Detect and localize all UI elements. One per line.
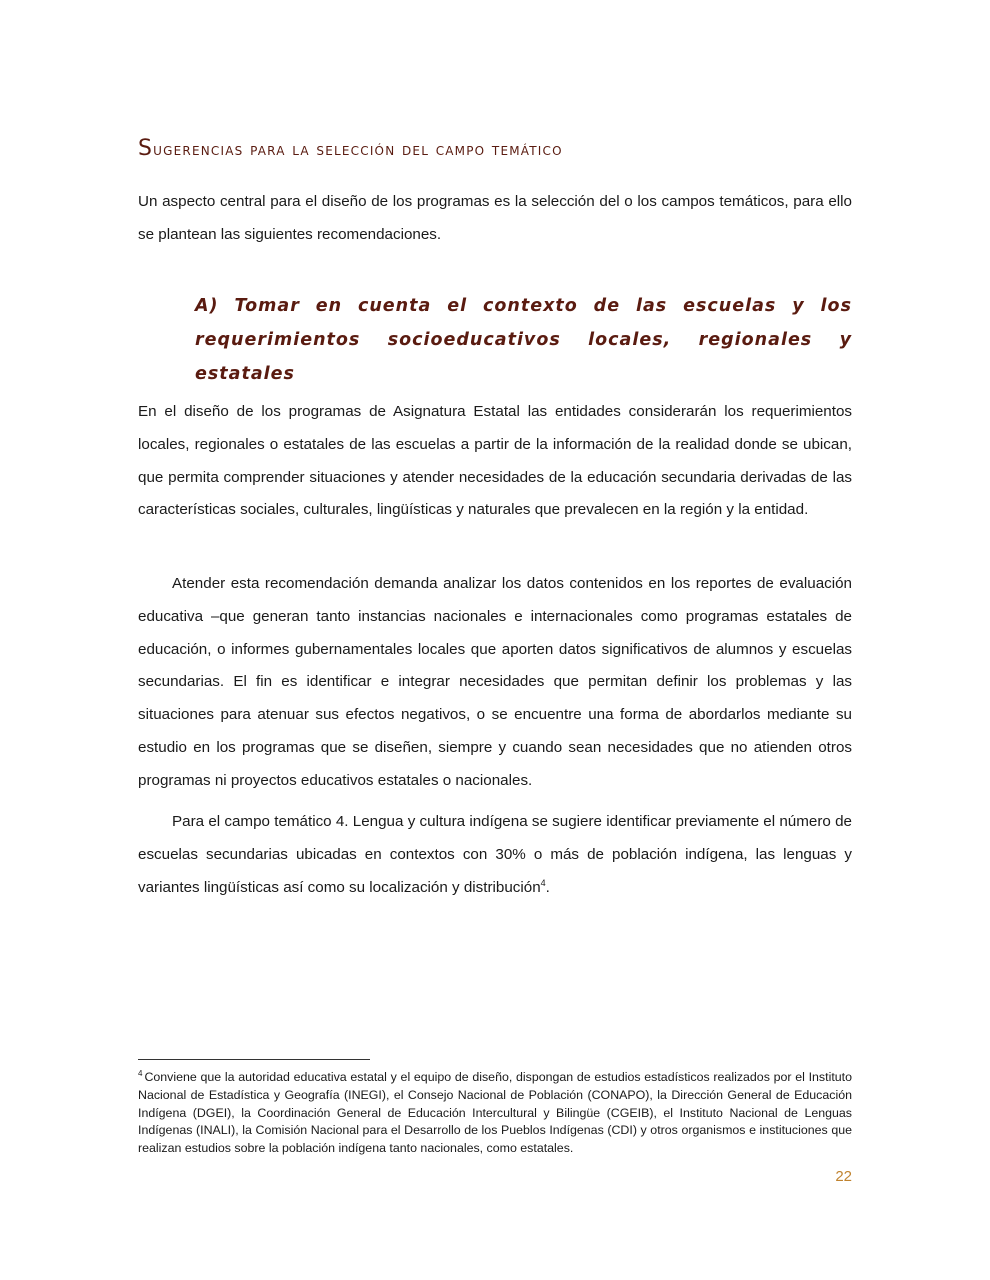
section-heading [138,136,852,161]
body-paragraph-3-end: . [545,878,550,896]
subsection-heading: A) Tomar en cuenta el contexto de las escuelas y los requerimientos socioeducativos locales, regionales y estatales [195,296,852,384]
heading-initial: S [138,136,154,161]
body-paragraph-2: Atender esta recomendación demanda analizar los datos contenidos en los reportes de evaluación educativa –que generan tanto instancias nacionales e internacionales como programas estatales de educación, o informes gubernamentales locales que aporten datos significativos de alumnos y escuelas secundarias. El fin es identificar e integrar necesidades que permitan definir los problemas y las situaciones para atenuar sus efectos negativos, o se encuentre una forma de abordarlos mediante su estudio en los programas que se diseñen, siempre y cuando sean necesidades que no atienden otros programas ni proyectos educativos estatales o nacionales. [138,575,852,789]
heading-rest: ugerencias para la selección del campo temático [153,140,563,160]
intro-paragraph: Un aspecto central para el diseño de los programas es la selección del o los campos temáticos, para ello se plantean las siguientes recomendaciones. [138,193,852,243]
body-paragraph-3-text: Para el campo temático 4. Lengua y cultura indígena se sugiere identificar previamente el número de escuelas secundarias ubicadas en contextos con 30% o más de población indígena, las lenguas y variantes lingüísticas así como su localización y distribución [138,813,852,896]
page-number: 22 [835,1168,852,1185]
footnote-text: Conviene que la autoridad educativa estatal y el equipo de diseño, dispongan de estudios estadísticos realizados por el Instituto Nacional de Estadística y Geografía (INEGI), el Consejo Nacional de Población (CONAPO), la Dirección General de Educación Indígena (DGEI), la Coordinación General de Educación Intercultural y Bilingüe (CGEIB), el Instituto Nacional de Lenguas Indígenas (INALI), la Comisión Nacional para el Desarrollo de los Pueblos Indígenas (CDI) y otros organismos e instituciones que realizan estudios sobre la población indígena tanto nacionales, como estatales. [138,1070,852,1156]
body-paragraph-1: En el diseño de los programas de Asignatura Estatal las entidades considerarán los requerimientos locales, regionales o estatales de las escuelas a partir de la información de la realidad donde se ubican, que permita comprender situaciones y atender necesidades de la educación secundaria derivadas de las características sociales, culturales, lingüísticas y naturales que prevalecen en la región y la entidad. [138,403,852,519]
footnote [138,1069,852,1158]
body-paragraph-3 [138,806,852,904]
footnote-marker: 4 [138,1068,143,1078]
footnote-separator [138,1059,370,1060]
footnote-reference[interactable]: 4 [540,877,546,888]
